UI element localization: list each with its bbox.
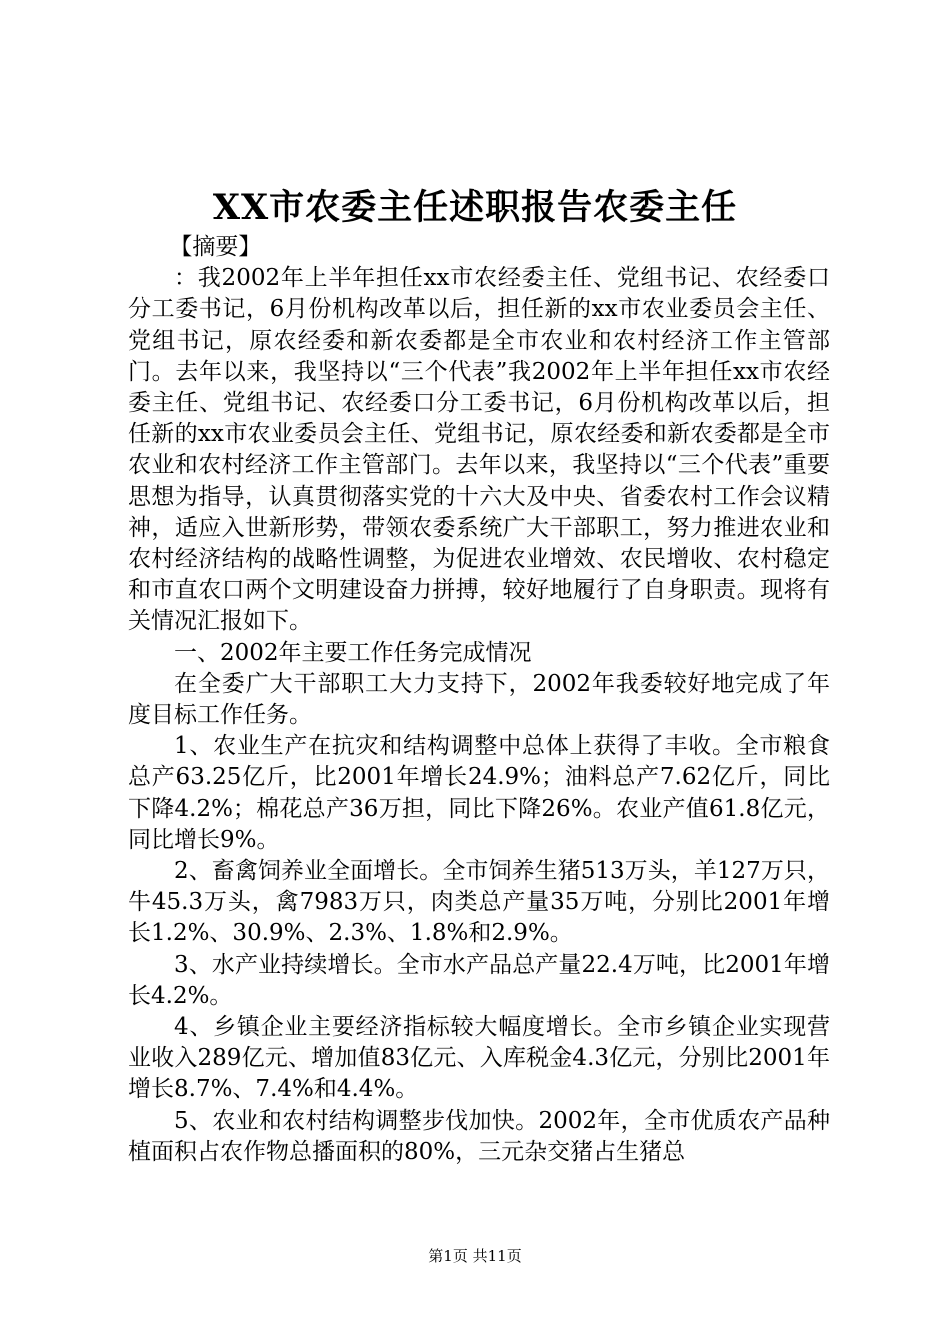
abstract-label: 【摘要】: [169, 234, 262, 260]
paragraph-abstract: ：我2002年上半年担任xx市农经委主任、党组书记、农经委口分工委书记，6月份机构改革以后，担任新的xx市农业委员会主任、党组书记，原农经委和新农委都是全市农业和农村经济工作主管部门。去年以来，我坚持以“三个代表”我2002年上半年担任xx市农经委主任、党组书记、农经委口分工委书记，6月份机构改革以后，担任新的xx市农业委员会主任、党组书记，原农经委和新农委都是全市农业和农村经济工作主管部门。去年以来，我坚持以“三个代表”重要思想为指导，认真贯彻落实党的十六大及中央、省委农村工作会议精神，适应入世新形势，带领农委系统广大干部职工，努力推进农业和农村经济结构的战略性调整，为促进农业增效、农民增收、农村稳定和市直农口两个文明建设奋力拼搏，较好地履行了自身职责。现将有关情况汇报如下。: [128, 265, 830, 635]
paragraph-intro: 在全委广大干部职工大力支持下，2002年我委较好地完成了年度目标工作任务。: [128, 670, 830, 729]
paragraph-item-4: 4、乡镇企业主要经济指标较大幅度增长。全市乡镇企业实现营业收入289亿元、增加值83亿元、入库税金4.3亿元，分别比2001年增长8.7%、7.4%和4.4%。: [128, 1014, 830, 1103]
document-title: XX市农委主任述职报告农委主任: [212, 187, 738, 228]
paragraph-item-2: 2、畜禽饲养业全面增长。全市饲养生猪513万头，羊127万只，牛45.3万头，禽7983万只，肉类总产量35万吨，分别比2001年增长1.2%、30.9%、2.3%、1.8%和2.9%。: [128, 858, 830, 947]
paragraph-item-1: 1、农业生产在抗灾和结构调整中总体上获得了丰收。全市粮食总产63.25亿斤，比2001年增长24.9%；油料总产7.62亿斤，同比下降4.2%；棉花总产36万担，同比下降26%。农业产值61.8亿元，同比增长9%。: [128, 733, 830, 853]
paragraph-item-5: 5、农业和农村结构调整步伐加快。2002年，全市优质农产品种植面积占农作物总播面积的80%，三元杂交猪占生猪总: [128, 1107, 830, 1165]
document-body: [128, 232, 830, 1168]
paragraph-item-3: 3、水产业持续增长。全市水产品总产量22.4万吨，比2001年增长4.2%。: [128, 951, 830, 1009]
page-footer: 第1页 共11页: [428, 1247, 522, 1265]
section-heading: 一、2002年主要工作任务完成情况: [174, 639, 532, 666]
